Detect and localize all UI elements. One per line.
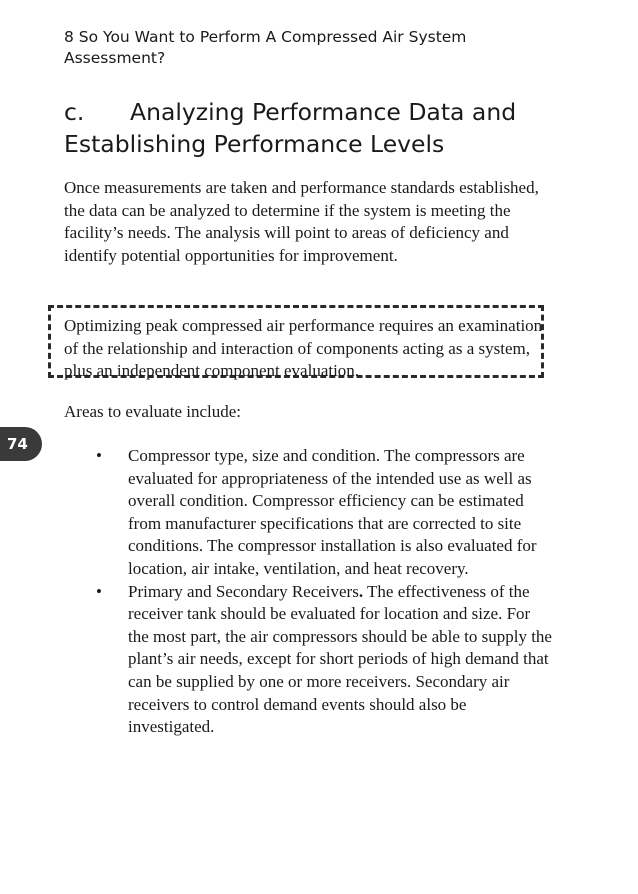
running-head-line-2: Assessment? <box>64 49 166 67</box>
running-head <box>64 27 534 69</box>
bullet-icon: • <box>96 446 102 465</box>
list-item-compressor <box>92 445 552 581</box>
areas-intro: Areas to evaluate include: <box>64 402 242 421</box>
list-item-receivers <box>92 581 552 739</box>
callout-text: Optimizing peak compressed air performance requires an examination of the relationship and interaction of components acting as a system, plus an independent component evaluation. <box>64 316 543 381</box>
section-letter: c. <box>64 98 85 126</box>
list-item-body: The effectiveness of the receiver tank should be evaluated for location and size. For the most part, the air compressors should be able to supply the plant’s air needs, except for short periods of high demand that can be supplied by one or more receivers. Secondary air receivers to control demand events should also be investigated. <box>128 581 552 737</box>
list-item-text <box>128 581 552 739</box>
running-head-line-1: 8 So You Want to Perform A Compressed Air System <box>64 28 467 46</box>
intro-paragraph: Once measurements are taken and performance standards established, the data can be analyzed to determine if the system is meeting the facility’s needs. The analysis will point to areas of deficiency and identify potential opportunities for improvement. <box>64 178 539 265</box>
callout-box <box>48 305 544 381</box>
bullet-icon: • <box>96 581 102 601</box>
section-heading <box>64 96 584 160</box>
section-title-line-2: Establishing Performance Levels <box>64 130 445 158</box>
page-number: 74 <box>7 435 28 453</box>
page-number-tab <box>0 427 42 461</box>
evaluation-list <box>92 445 552 739</box>
list-item-lead: Primary and Secondary Receivers <box>128 581 359 601</box>
list-item-text: Compressor type, size and condition. The compressors are evaluated for appropriateness of the intended use as well as overall condition. Compressor efficiency can be estimated from manufacturer specifications that are corrected to site conditions. The compressor installation is also evaluated for location, air intake, ventilation, and heat recovery. <box>128 446 537 578</box>
section-title-line-1: Analyzing Performance Data and <box>130 98 517 126</box>
list-item-lead-punct: . <box>358 581 364 601</box>
